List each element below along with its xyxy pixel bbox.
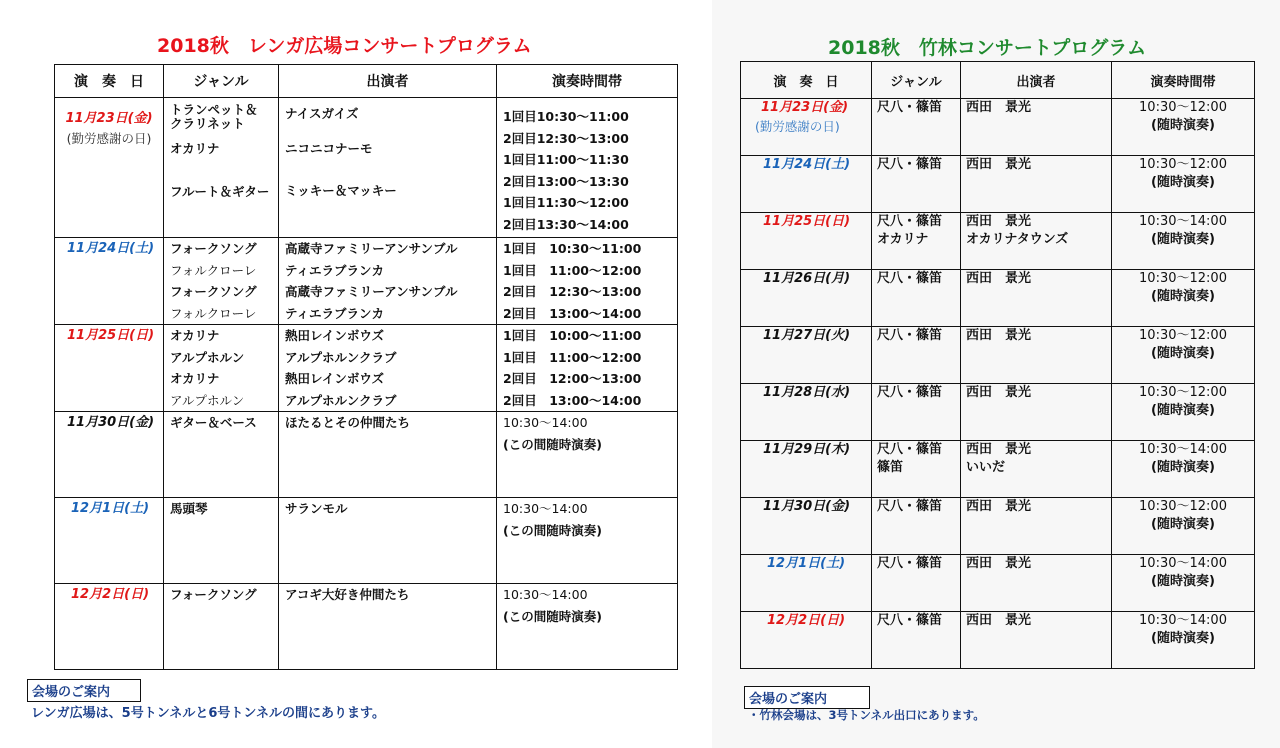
genre-label: 尺八・篠笛 [877, 556, 943, 571]
performer-label: アコギ大好き仲間たち [285, 587, 410, 602]
time-label: (随時演奏) [1151, 460, 1215, 475]
venue-info-label: 会場のご案内 [27, 679, 141, 702]
date-label: 11月28日(水) [763, 385, 851, 400]
date-label: 11月27日(火) [763, 328, 851, 343]
header-genre: ジャンル [872, 62, 961, 99]
header-time: 演奏時間帯 [497, 65, 678, 98]
genre-label: 尺八・篠笛 [877, 100, 943, 115]
time-label: (この間随時演奏) [503, 522, 602, 538]
genre-label: 尺八・篠笛 [877, 214, 943, 229]
performer-label: アルプホルンクラブ [285, 392, 397, 408]
time-label: 10:30～14:00 [503, 415, 588, 430]
genre-label: ギター＆ベース [170, 415, 257, 430]
table-header-row [741, 62, 1255, 99]
genre-label: オカリナ [170, 371, 220, 386]
date-label: 11月30日(金) [67, 415, 155, 430]
time-label: (随時演奏) [1151, 289, 1215, 304]
performer-label: 熱田レインボウズ [285, 371, 385, 386]
time-label: (随時演奏) [1151, 517, 1215, 532]
performer-label: 熱田レインボウズ [285, 328, 385, 343]
genre-label: オカリナ [170, 328, 220, 343]
time-label: (この間随時演奏) [503, 436, 602, 452]
time-label: (随時演奏) [1151, 403, 1215, 418]
genre-label: 尺八・篠笛 [877, 157, 943, 172]
header-date: 演 奏 日 [741, 62, 872, 99]
table-row [55, 98, 678, 238]
date-label: 11月24日(土) [67, 241, 155, 256]
genre-label: 馬頭琴 [170, 501, 208, 516]
performer-label: ニコニコナーモ [285, 140, 373, 156]
performer-label: サランモル [285, 501, 348, 516]
time-label: 1回目11:30～12:00 [503, 195, 629, 210]
genre-label: 尺八・篠笛 [877, 328, 943, 343]
table-row [55, 584, 678, 670]
time-label: 10:30～12:00 [1139, 499, 1227, 514]
time-label: 2回目 12:00～13:00 [503, 371, 642, 386]
performer-label: ティエラブランカ [285, 305, 385, 321]
time-label: 1回目10:30～11:00 [503, 109, 629, 124]
time-label: 1回目 11:00～12:00 [503, 349, 642, 365]
date-label: 12月1日(土) [71, 501, 150, 516]
time-label: 2回目12:30～13:00 [503, 130, 629, 146]
performer-label: オカリナタウンズ [966, 232, 1069, 247]
time-label: 2回目13:00～13:30 [503, 173, 629, 189]
performer-label: 西田 景光 [966, 442, 1032, 457]
time-label: 10:30～12:00 [1139, 271, 1227, 286]
table-row [55, 325, 678, 412]
performer-label: ナイスガイズ [285, 106, 359, 121]
genre-label: フォークソング [170, 587, 257, 602]
performer-label: いいだ [966, 460, 1006, 475]
time-label: (随時演奏) [1151, 631, 1215, 646]
time-label: (この間随時演奏) [503, 608, 602, 624]
date-label: 11月25日(日) [763, 214, 851, 229]
venue-info-text: レンガ広場は、5号トンネルと6号トンネルの間にあります。 [31, 706, 385, 721]
table-row [55, 498, 678, 584]
time-label: 2回目 13:00～14:00 [503, 305, 642, 321]
genre-label: 尺八・篠笛 [877, 385, 943, 400]
table-row [741, 99, 1255, 156]
time-label: 10:30～14:00 [503, 501, 588, 516]
table-row [741, 270, 1255, 327]
time-label: 10:30～12:00 [1139, 385, 1227, 400]
bamboo-grove-title: 2018秋 竹林コンサートプログラム [828, 37, 1147, 59]
genre-label: フルート＆ギター [170, 183, 270, 199]
table-row [55, 238, 678, 325]
date-label: 12月2日(日) [71, 587, 150, 602]
time-label: 10:30～14:00 [503, 587, 588, 602]
performer-label: 西田 景光 [966, 100, 1032, 115]
time-label: (随時演奏) [1151, 118, 1215, 133]
performer-label: 西田 景光 [966, 214, 1032, 229]
performer-label: 西田 景光 [966, 157, 1032, 172]
genre-label: 篠笛 [877, 460, 904, 475]
performer-label: ほたるとその仲間たち [285, 415, 411, 430]
date-label: 11月23日(金) [761, 100, 849, 115]
genre-label: 尺八・篠笛 [877, 442, 943, 457]
header-date: 演 奏 日 [55, 65, 164, 98]
date-label: 11月29日(木) [763, 442, 851, 457]
genre-label: アルプホルン [170, 349, 245, 365]
genre-label: アルプホルン [170, 392, 245, 408]
date-label: 11月23日(金) [65, 111, 153, 126]
performer-label: ミッキー＆マッキー [285, 183, 397, 198]
header-genre: ジャンル [164, 65, 279, 98]
date-label: 12月1日(土) [767, 556, 846, 571]
bamboo-grove-schedule-table [740, 61, 1255, 669]
table-row [55, 412, 678, 498]
performer-label: 高蔵寺ファミリーアンサンブル [285, 241, 458, 256]
time-label: (随時演奏) [1151, 574, 1215, 589]
table-row [741, 213, 1255, 270]
genre-label: オカリナ [877, 232, 929, 247]
time-label: 2回目 12:30～13:00 [503, 284, 642, 299]
genre-label: 尺八・篠笛 [877, 499, 943, 514]
genre-label: オカリナ [170, 141, 220, 156]
time-label: 10:30～12:00 [1139, 328, 1227, 343]
time-label: (随時演奏) [1151, 175, 1215, 190]
table-row [741, 441, 1255, 498]
table-header-row [55, 65, 678, 98]
time-label: 10:30～14:00 [1139, 214, 1227, 229]
performer-label: 西田 景光 [966, 328, 1032, 343]
genre-label: 尺八・篠笛 [877, 271, 943, 286]
performer-label: 西田 景光 [966, 499, 1032, 514]
time-label: (随時演奏) [1151, 346, 1215, 361]
genre-label: フォークソング [170, 284, 257, 299]
date-label: 11月24日(土) [763, 157, 851, 172]
time-label: 2回目13:30～14:00 [503, 216, 629, 232]
time-label: 10:30～12:00 [1139, 100, 1227, 115]
genre-label: フォークソング [170, 241, 257, 256]
table-row [741, 156, 1255, 213]
table-row [741, 384, 1255, 441]
date-label: 12月2日(日) [767, 613, 846, 628]
time-label: 1回目 10:30～11:00 [503, 241, 642, 256]
renga-plaza-title: 2018秋 レンガ広場コンサートプログラム [157, 35, 532, 57]
table-row [741, 327, 1255, 384]
holiday-label: (勤労感謝の日) [66, 131, 152, 146]
performer-label: アルプホルンクラブ [285, 349, 397, 365]
performer-label: 西田 景光 [966, 271, 1032, 286]
header-performer: 出演者 [279, 65, 497, 98]
performer-label: 西田 景光 [966, 556, 1032, 571]
time-label: 10:30～12:00 [1139, 157, 1227, 172]
genre-label: トランペット＆クラリネット [170, 102, 258, 131]
genre-label: 尺八・篠笛 [877, 613, 943, 628]
time-label: 1回目11:00～11:30 [503, 152, 629, 167]
date-label: 11月30日(金) [763, 499, 851, 514]
date-label: 11月25日(日) [67, 328, 155, 343]
time-label: 10:30～14:00 [1139, 613, 1227, 628]
time-label: 2回目 13:00～14:00 [503, 392, 642, 408]
performer-label: 西田 景光 [966, 385, 1032, 400]
time-label: 10:30～14:00 [1139, 556, 1227, 571]
genre-label: フォルクローレ [170, 305, 257, 321]
table-row [741, 555, 1255, 612]
header-time: 演奏時間帯 [1112, 62, 1255, 99]
time-label: 10:30～14:00 [1139, 442, 1227, 457]
time-label: 1回目 10:00～11:00 [503, 328, 642, 343]
performer-label: ティエラブランカ [285, 262, 385, 278]
table-row [741, 612, 1255, 669]
performer-label: 高蔵寺ファミリーアンサンブル [285, 284, 458, 299]
venue-info-label: 会場のご案内 [744, 686, 870, 709]
holiday-label: (勤労感謝の日) [755, 119, 840, 134]
date-label: 11月26日(月) [763, 271, 851, 286]
genre-label: フォルクローレ [170, 262, 257, 278]
time-label: (随時演奏) [1151, 232, 1215, 247]
time-label: 1回目 11:00～12:00 [503, 262, 642, 278]
renga-plaza-schedule-table [54, 64, 678, 670]
performer-label: 西田 景光 [966, 613, 1032, 628]
header-performer: 出演者 [961, 62, 1112, 99]
venue-info-text: ・竹林会場は、3号トンネル出口にあります。 [748, 708, 985, 722]
table-row [741, 498, 1255, 555]
